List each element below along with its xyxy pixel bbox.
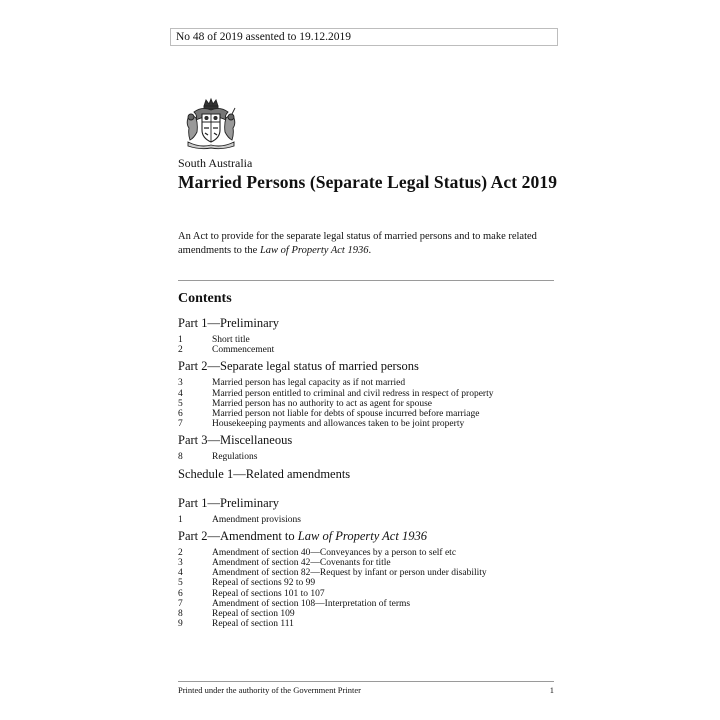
toc-part-3[interactable]: Part 3—Miscellaneous [178,433,293,448]
toc-entry-title: Married person has legal capacity as if not married [212,378,406,389]
assent-header: No 48 of 2019 assented to 19.12.2019 [170,28,558,46]
toc-entry[interactable] [178,409,558,419]
toc-schedule-part-2-act: Law of Property Act 1936 [297,528,427,543]
footer-printer-note: Printed under the authority of the Government Printer [178,685,361,695]
toc-entry-number: 6 [178,409,183,420]
toc-part-2[interactable]: Part 2—Separate legal status of married persons [178,359,419,374]
toc-entry-number: 5 [178,578,183,589]
toc-entry-title: Commencement [212,345,275,356]
toc-entry[interactable] [178,568,558,578]
toc-entry-title: Married person not liable for debts of spouse incurred before marriage [212,409,480,420]
toc-entry-number: 5 [178,398,183,409]
footer-divider [178,681,554,682]
toc-entry[interactable] [178,345,558,355]
toc-entry-number: 4 [178,388,183,399]
page-number: 1 [549,685,554,695]
toc-entry-number: 8 [178,452,183,463]
toc-entry-number: 6 [178,588,183,599]
coat-of-arms-icon [180,96,242,150]
toc-entry-title: Housekeeping payments and allowances taken to be joint property [212,419,465,430]
toc-entry[interactable] [178,619,558,629]
long-title [178,230,558,257]
toc-group [178,452,558,462]
toc-entry-title: Repeal of section 109 [212,609,295,620]
toc-entry-title: Amendment of section 108—Interpretation of terms [212,598,411,609]
toc-entry-number: 7 [178,419,183,430]
toc-entry[interactable] [178,609,558,619]
toc-entry[interactable] [178,452,558,462]
toc-entry[interactable] [178,389,558,399]
toc-group [178,378,558,429]
jurisdiction-label: South Australia [178,156,253,170]
long-title-text: An Act to provide for the separate legal status of married persons and to make related amendments to the [178,231,537,256]
toc-entry-title: Married person entitled to criminal and civil redress in respect of property [212,388,494,399]
toc-part-1[interactable]: Part 1—Preliminary [178,316,280,330]
toc-entry-title: Repeal of section 111 [212,619,294,630]
toc-entry-title: Amendment of section 82—Request by infant or person under disability [212,568,487,579]
toc-entry-number: 8 [178,609,183,620]
toc-entry-number: 2 [178,345,183,356]
toc-entry[interactable] [178,335,558,345]
long-title-act-ref: Law of Property Act 1936 [259,244,369,256]
toc-entry-title: Amendment of section 40—Conveyances by a person to self etc [212,547,457,558]
toc-entry-title: Amendment of section 42—Covenants for title [212,558,391,569]
toc-entry-number: 3 [178,558,183,569]
toc-entry-title: Short title [212,335,250,345]
toc-entry-title: Married person has no authority to act as agent for spouse [212,398,433,409]
toc-entry[interactable] [178,399,558,409]
toc-group [178,515,558,525]
toc-entry[interactable] [178,589,558,599]
toc-entry-number: 2 [178,547,183,558]
act-title: Married Persons (Separate Legal Status) Act 2019 [178,172,558,192]
toc-entry-title: Repeal of sections 101 to 107 [212,588,325,599]
toc-schedule-part-2-prefix: Part 2—Amendment to [178,528,298,543]
toc-entry-number: 1 [178,514,183,525]
toc-entry-title: Repeal of sections 92 to 99 [212,578,316,589]
toc-schedule-1[interactable]: Schedule 1—Related amendments [178,466,351,481]
toc-entry[interactable] [178,378,558,388]
contents-heading: Contents [178,291,232,306]
toc-entry-title: Regulations [212,452,258,463]
toc-entry[interactable] [178,578,558,588]
toc-entry-number: 4 [178,568,183,579]
toc-schedule-part-2[interactable] [178,528,558,544]
long-title-suffix: . [368,244,372,256]
toc-entry[interactable] [178,599,558,609]
toc-entry-number: 3 [178,378,183,389]
contents-divider [178,280,554,281]
toc-entry-number: 1 [178,335,183,345]
toc-entry-title: Amendment provisions [212,514,301,525]
toc-schedule-part-1[interactable]: Part 1—Preliminary [178,495,280,510]
toc-entry[interactable] [178,548,558,558]
toc-entry[interactable] [178,558,558,568]
toc-group [178,548,558,630]
toc-group [178,335,558,355]
toc-entry-number: 9 [178,619,183,630]
toc-entry[interactable] [178,515,558,525]
toc-entry[interactable] [178,419,558,429]
table-of-contents [178,312,558,632]
toc-entry-number: 7 [178,598,183,609]
